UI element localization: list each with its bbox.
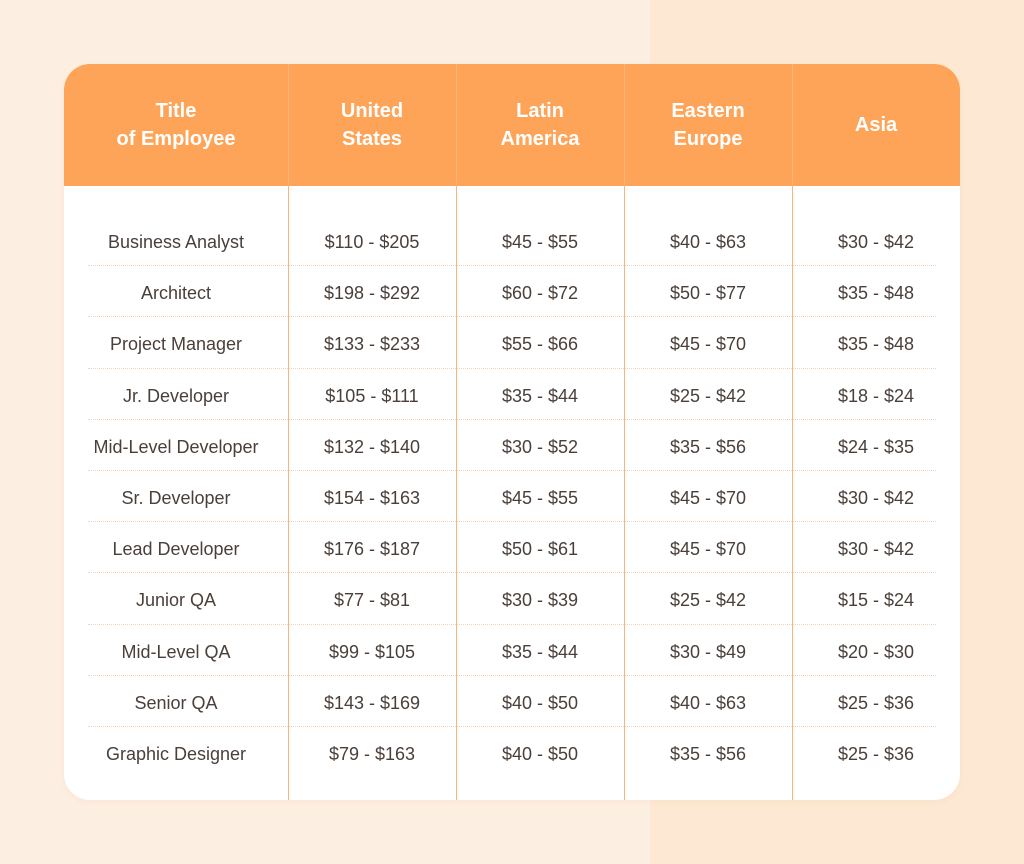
- rate-cell: $154 - $163: [323, 487, 421, 508]
- header-line: Asia: [854, 114, 898, 136]
- rate-cell: $25 - $42: [669, 590, 747, 611]
- table-row: [64, 294, 960, 355]
- employee-title-cell: Mid-Level QA: [121, 641, 231, 662]
- employee-title-cell: Sr. Developer: [121, 487, 231, 508]
- header-line: Europe: [673, 128, 743, 150]
- rate-cell: $198 - $292: [323, 283, 421, 304]
- employee-title-cell: Mid-Level Developer: [93, 436, 259, 457]
- rate-cell: $35 - $44: [501, 641, 579, 662]
- table-row: [64, 704, 960, 764]
- rate-cell: $24 - $35: [837, 436, 915, 457]
- table-row: [64, 499, 960, 560]
- rate-cell: $77 - $81: [333, 590, 411, 611]
- rate-cell: $50 - $61: [501, 539, 579, 560]
- table-row: [64, 602, 960, 662]
- rate-cell: $40 - $63: [669, 692, 747, 713]
- rate-cell: $25 - $36: [837, 743, 915, 764]
- rate-cell: $99 - $105: [328, 641, 416, 662]
- table-row: [64, 243, 960, 304]
- rate-cell: $40 - $50: [501, 743, 579, 764]
- header-title-of-employee: [64, 64, 288, 186]
- rate-cell: $105 - $111: [325, 385, 419, 406]
- rate-cell: $40 - $50: [501, 692, 579, 713]
- rate-cell: $25 - $42: [669, 385, 747, 406]
- header-united-states: [288, 64, 456, 186]
- rate-cell: $15 - $24: [837, 590, 915, 611]
- employee-title-cell: Graphic Designer: [105, 743, 247, 764]
- rate-cell: $35 - $44: [501, 385, 579, 406]
- header-line: States: [341, 128, 403, 150]
- employee-title-cell: Business Analyst: [107, 232, 245, 252]
- rate-cell: $35 - $48: [837, 283, 915, 304]
- header-line: Eastern: [671, 100, 745, 122]
- rate-cell: $30 - $39: [501, 590, 579, 611]
- rate-cell: $45 - $55: [501, 232, 579, 252]
- rates-table-card: [64, 64, 960, 800]
- rate-cell: $30 - $52: [501, 436, 579, 457]
- employee-title-cell: Architect: [140, 283, 212, 304]
- header-asia: [792, 64, 960, 186]
- table-row: [64, 550, 960, 611]
- rate-cell: $40 - $63: [669, 232, 747, 252]
- rate-cell: $30 - $49: [669, 641, 747, 662]
- rate-cell: $45 - $70: [669, 539, 747, 560]
- rate-cell: $55 - $66: [501, 334, 579, 355]
- rate-cell: $20 - $30: [837, 641, 915, 662]
- rate-cell: $79 - $163: [328, 743, 416, 764]
- header-line: America: [500, 128, 580, 150]
- table-body: [64, 192, 960, 764]
- employee-title-cell: Lead Developer: [112, 539, 240, 560]
- rate-cell: $35 - $56: [669, 743, 747, 764]
- header-line: United: [340, 100, 404, 122]
- header-latin-america: [456, 64, 624, 186]
- header-line: Latin: [516, 100, 564, 122]
- rate-cell: $35 - $56: [669, 436, 747, 457]
- table-row: [64, 346, 960, 406]
- rate-cell: $60 - $72: [501, 283, 579, 304]
- employee-title-cell: Senior QA: [134, 692, 218, 713]
- header-line: Title: [155, 100, 197, 122]
- rate-cell: $30 - $42: [837, 539, 915, 560]
- table-row: [64, 192, 960, 252]
- table-row: [64, 448, 960, 508]
- rate-cell: $45 - $55: [501, 487, 579, 508]
- header-line: of Employee: [116, 128, 236, 150]
- rate-cell: $110 - $205: [324, 232, 420, 252]
- table-row: [64, 397, 960, 457]
- header-eastern-europe: [624, 64, 792, 186]
- rate-cell: $45 - $70: [669, 334, 747, 355]
- rate-cell: $133 - $233: [323, 334, 421, 355]
- employee-title-cell: Jr. Developer: [122, 385, 230, 406]
- rate-cell: $35 - $48: [837, 334, 915, 355]
- rate-cell: $25 - $36: [837, 692, 915, 713]
- rate-cell: $132 - $140: [323, 436, 421, 457]
- rate-cell: $30 - $42: [837, 232, 915, 252]
- rate-cell: $176 - $187: [323, 539, 421, 560]
- employee-title-cell: Junior QA: [135, 590, 217, 611]
- employee-title-cell: Project Manager: [109, 334, 243, 355]
- rate-cell: $30 - $42: [837, 487, 915, 508]
- rate-cell: $50 - $77: [669, 283, 747, 304]
- table-header: [64, 64, 960, 186]
- rate-cell: $143 - $169: [323, 692, 421, 713]
- table-row: [64, 653, 960, 713]
- rate-cell: $18 - $24: [837, 385, 915, 406]
- rate-cell: $45 - $70: [669, 487, 747, 508]
